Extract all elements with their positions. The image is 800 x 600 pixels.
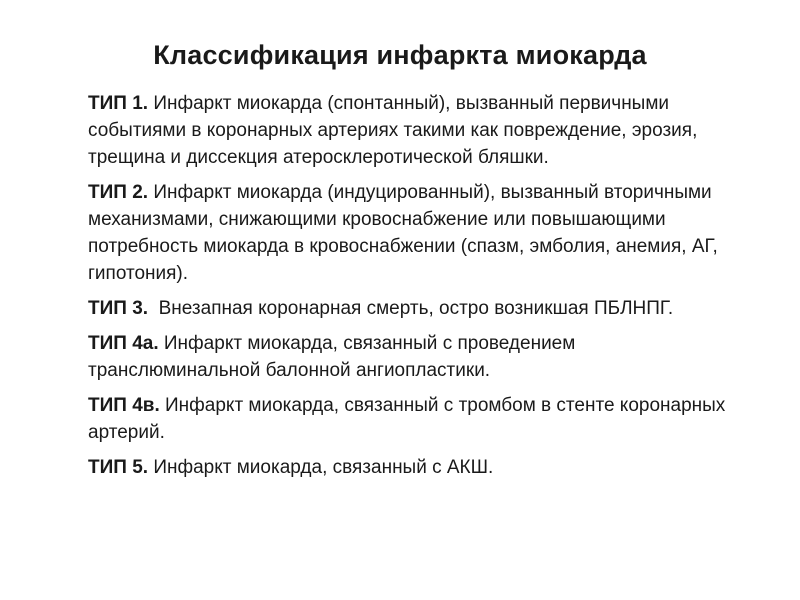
type-label: ТИП 2. (88, 182, 149, 203)
type-description: Инфаркт миокарда (индуцированный), вызванный вторичными механизмами, снижающими кровоснабжение или повышающими потребность миокарда в кровоснабжении (спазм, эмболия, анемия, АГ, гипотония). (88, 182, 718, 284)
type-label: ТИП 5. (88, 457, 149, 478)
type-label: ТИП 1. (88, 93, 149, 114)
list-item-type-5 (88, 454, 748, 481)
list-item-type-3 (88, 295, 748, 322)
type-label: ТИП 4в. (88, 395, 160, 416)
type-description: Внезапная коронарная смерть, остро возникшая ПБЛНПГ. (148, 298, 674, 319)
type-label: ТИП 3. (88, 298, 149, 319)
list-item-type-1 (88, 90, 748, 171)
type-description: Инфаркт миокарда, связанный с АКШ. (148, 457, 494, 478)
type-description: Инфаркт миокарда (спонтанный), вызванный первичными событиями в коронарных артериях такими как повреждение, эрозия, трещина и диссекция атеросклеротической бляшки. (88, 93, 698, 168)
list-item-type-4a (88, 330, 748, 384)
list-item-type-4b (88, 392, 748, 446)
list-item-type-2 (88, 179, 748, 287)
type-description: Инфаркт миокарда, связанный с проведением транслюминальной балонной ангиопластики. (88, 333, 576, 381)
slide-title: Классификация инфаркта миокарда (153, 40, 647, 70)
type-label: ТИП 4а. (88, 333, 159, 354)
classification-list (88, 90, 748, 489)
type-description: Инфаркт миокарда, связанный с тромбом в стенте коронарных артерий. (88, 395, 726, 443)
